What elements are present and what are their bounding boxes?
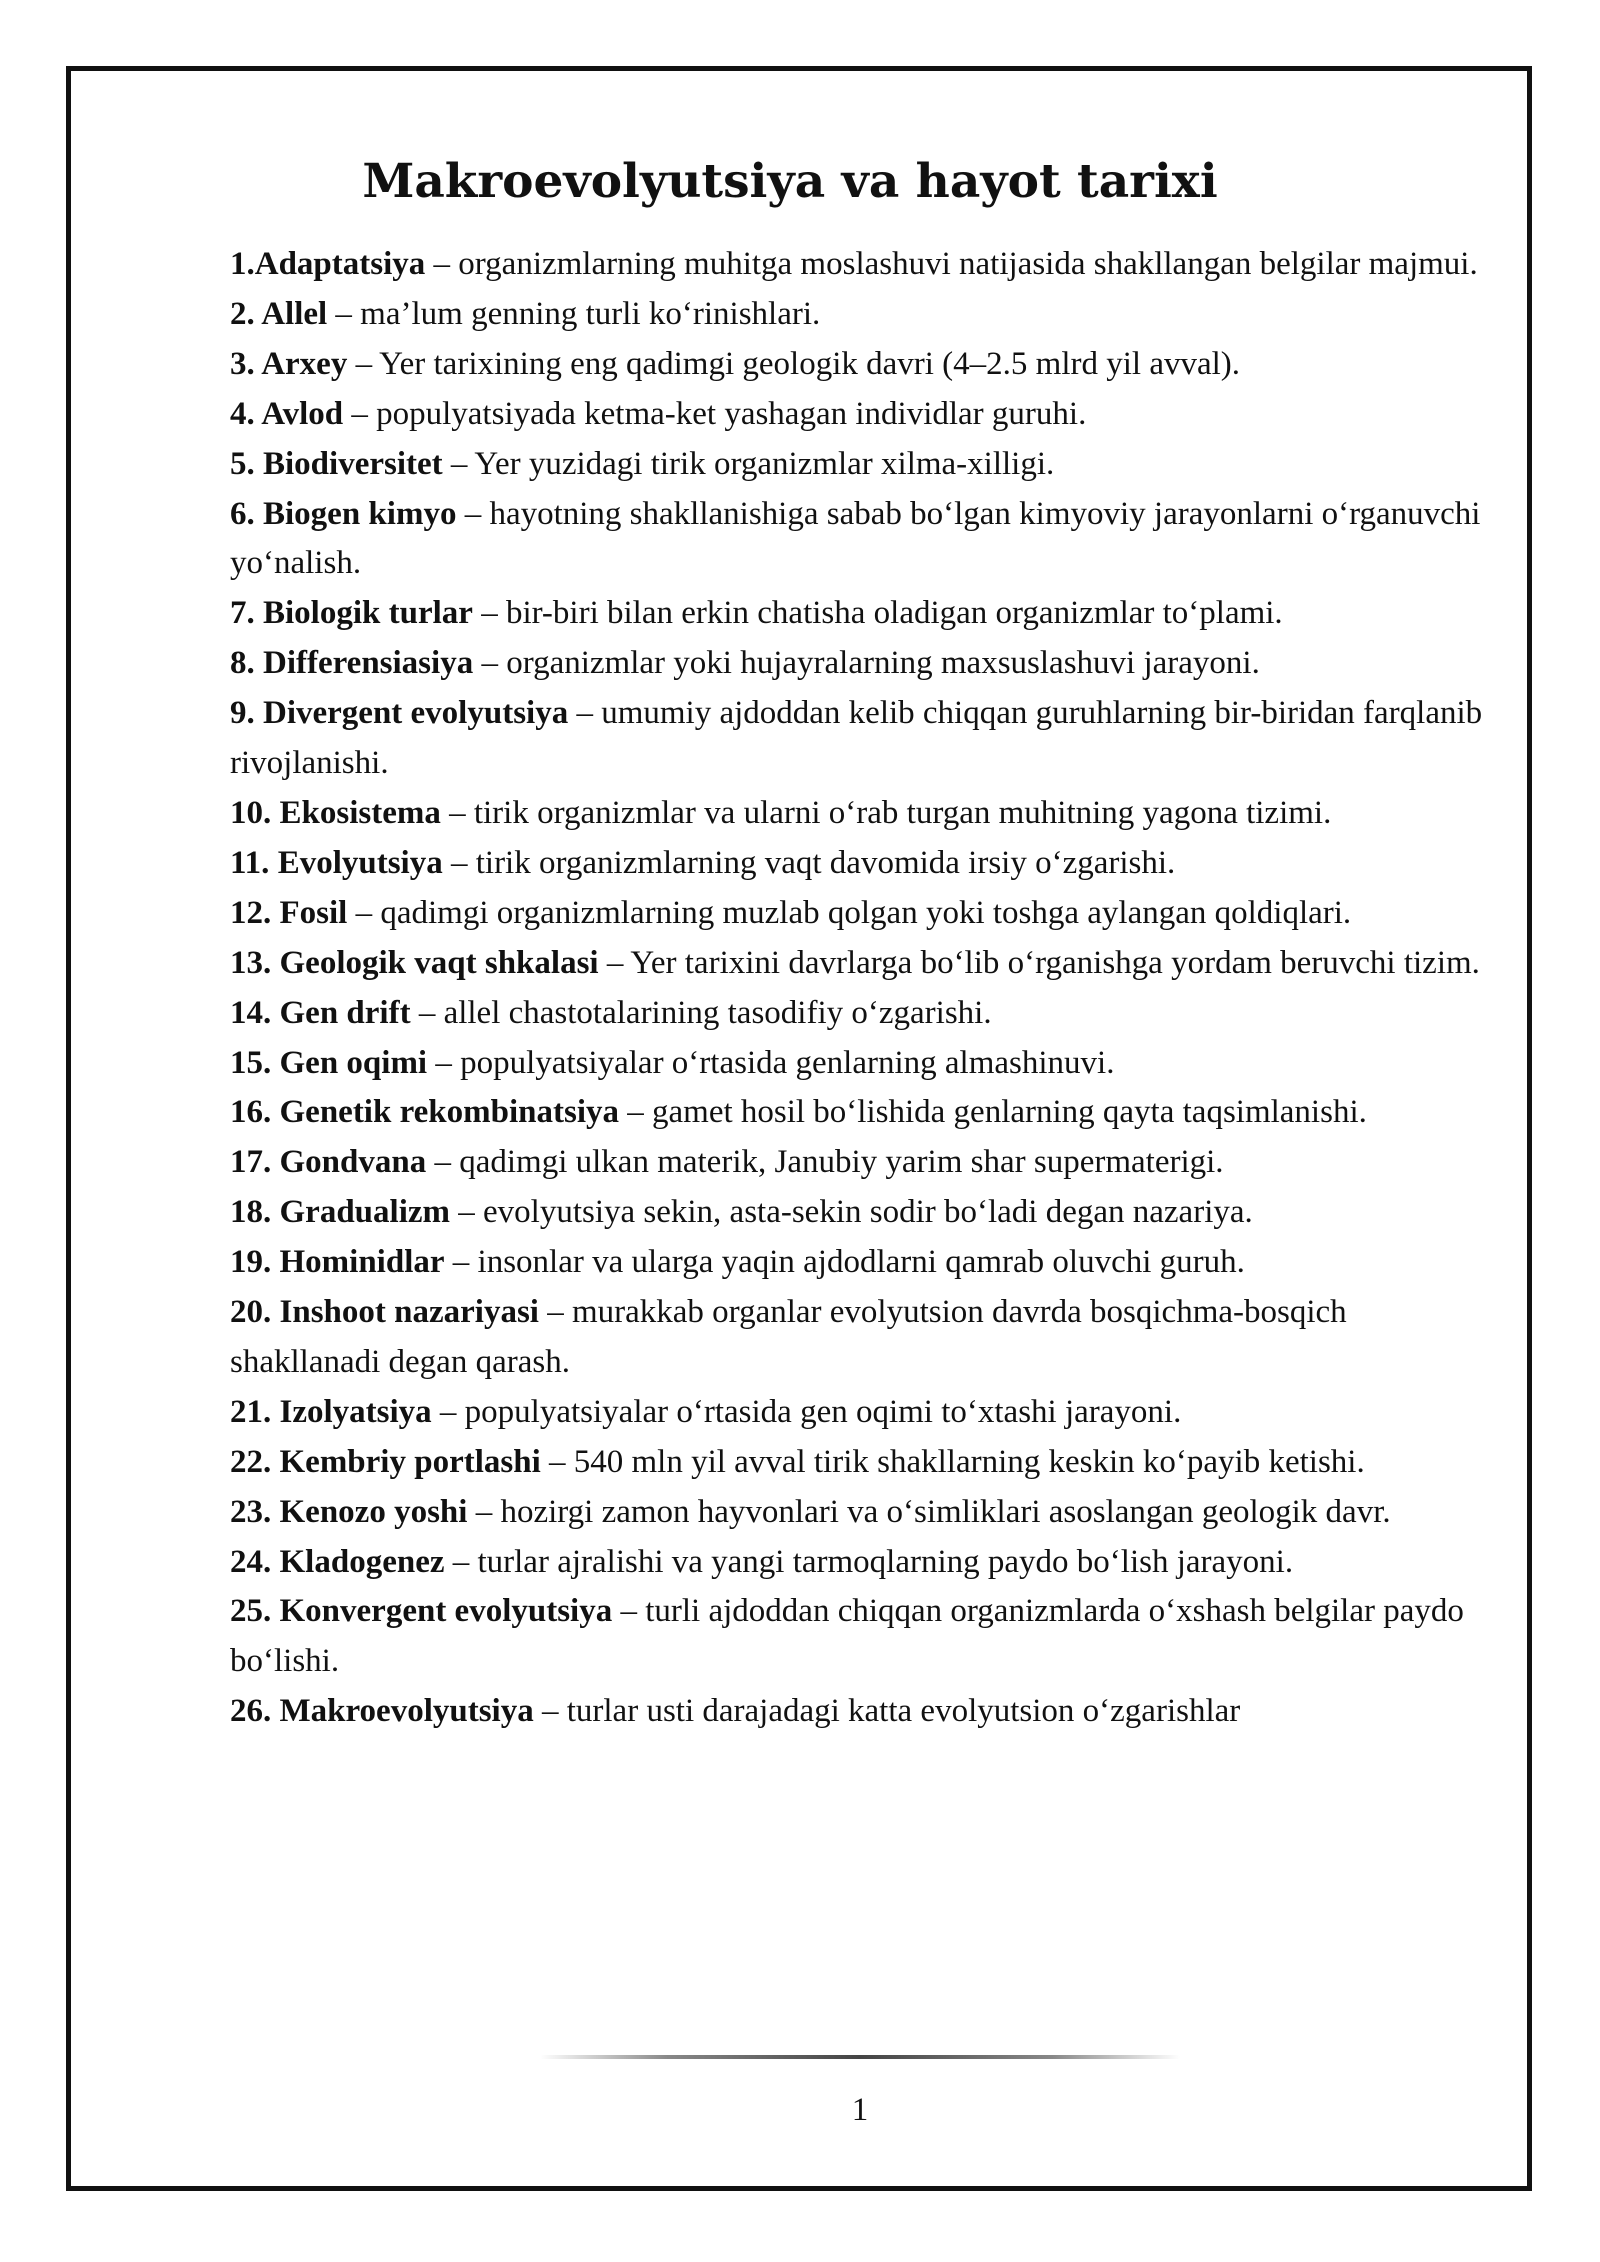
glossary-entry — [230, 1039, 1500, 1089]
glossary-entry — [230, 340, 1500, 390]
entry-term: Arxey — [261, 345, 348, 382]
glossary-entry — [230, 1388, 1500, 1438]
entry-term: Izolyatsiya — [279, 1393, 432, 1430]
glossary-entry — [230, 989, 1500, 1039]
entry-term: Gen drift — [279, 994, 411, 1031]
entry-term: Kenozo yoshi — [279, 1493, 468, 1530]
entry-term: Kladogenez — [279, 1543, 445, 1580]
entry-definition: – tirik organizmlarning vaqt davomida irsiy o‘zgarishi. — [442, 844, 1176, 881]
entry-number: 23. — [230, 1493, 280, 1530]
glossary-entry — [230, 390, 1500, 440]
glossary-entry — [230, 589, 1500, 639]
glossary-entry — [230, 1288, 1500, 1388]
entry-term: Biogen kimyo — [263, 495, 457, 532]
entry-term: Adaptatsiya — [254, 246, 426, 282]
entry-number: 11. — [230, 844, 278, 881]
entry-definition: – 540 mln yil avval tirik shakllarning keskin ko‘payib ketishi. — [540, 1443, 1365, 1480]
entry-number: 12. — [230, 894, 280, 931]
entry-definition: – umumiy ajdoddan kelib chiqqan guruhlarning bir-biridan farqlanib rivojlanishi. — [230, 695, 1483, 782]
glossary-entry — [230, 1138, 1500, 1188]
entry-definition: – hayotning shakllanishiga sabab bo‘lgan kimyoviy jarayonlarni o‘rganuvchi yo‘nalish. — [230, 495, 1481, 582]
entry-term: Hominidlar — [279, 1244, 445, 1281]
glossary-entry — [230, 839, 1500, 889]
entry-number: 4. — [230, 395, 262, 432]
entry-number: 2. — [230, 295, 262, 332]
entry-number: 24. — [230, 1543, 280, 1580]
entry-definition: – organizmlarning muhitga moslashuvi natijasida shakllangan belgilar majmui. — [425, 246, 1478, 282]
glossary-entry — [230, 440, 1500, 490]
entry-definition: – qadimgi organizmlarning muzlab qolgan yoki toshga aylangan qoldiqlari. — [347, 894, 1352, 931]
glossary-list — [230, 240, 1500, 1737]
entry-term: Ekosistema — [279, 794, 441, 831]
entry-number: 17. — [230, 1144, 280, 1181]
entry-definition: – populyatsiyalar o‘rtasida gen oqimi to‘xtashi jarayoni. — [431, 1393, 1182, 1430]
footer-divider — [540, 2055, 1180, 2059]
entry-definition: – allel chastotalarining tasodifiy o‘zgarishi. — [410, 994, 992, 1031]
glossary-entry — [230, 1687, 1500, 1737]
page-title: Makroevolyutsiya va hayot tarixi — [362, 154, 1218, 209]
entry-definition: – organizmlar yoki hujayralarning maxsuslashuvi jarayoni. — [473, 645, 1260, 682]
entry-term: Biodiversitet — [263, 445, 443, 482]
entry-term: Fosil — [279, 894, 348, 931]
entry-number: 1. — [230, 246, 255, 282]
entry-definition: – gamet hosil bo‘lishida genlarning qayta taqsimlanishi. — [619, 1094, 1367, 1131]
glossary-entry — [230, 1438, 1500, 1488]
glossary-entry — [230, 939, 1500, 989]
entry-term: Differensiasiya — [263, 645, 474, 682]
entry-number: 10. — [230, 794, 280, 831]
glossary-entry — [230, 290, 1500, 340]
entry-number: 7. — [230, 595, 263, 632]
glossary-entry — [230, 1488, 1500, 1538]
entry-term: Gen oqimi — [279, 1044, 428, 1081]
entry-term: Evolyutsiya — [277, 844, 443, 881]
entry-term: Geologik vaqt shkalasi — [279, 944, 599, 981]
entry-definition: – bir-biri bilan erkin chatisha oladigan organizmlar to‘plami. — [472, 595, 1283, 632]
entry-term: Kembriy portlashi — [279, 1443, 541, 1480]
glossary-entry — [230, 1587, 1500, 1687]
entry-number: 8. — [230, 645, 263, 682]
entry-definition: – tirik organizmlar va ularni o‘rab turgan muhitning yagona tizimi. — [440, 794, 1332, 831]
glossary-entry — [230, 1538, 1500, 1588]
entry-definition: – qadimgi ulkan materik, Janubiy yarim shar supermaterigi. — [426, 1144, 1224, 1181]
glossary-entry — [230, 689, 1500, 789]
entry-number: 3. — [230, 345, 262, 382]
entry-number: 6. — [230, 495, 263, 532]
entry-number: 13. — [230, 944, 280, 981]
entry-term: Biologik turlar — [263, 595, 473, 632]
entry-number: 16. — [230, 1094, 280, 1131]
entry-definition: – insonlar va ularga yaqin ajdodlarni qamrab oluvchi guruh. — [444, 1244, 1245, 1281]
entry-number: 18. — [230, 1194, 280, 1231]
entry-number: 20. — [230, 1294, 280, 1331]
entry-number: 22. — [230, 1443, 280, 1480]
entry-definition: – populyatsiyalar o‘rtasida genlarning almashinuvi. — [427, 1044, 1115, 1081]
entry-number: 5. — [230, 445, 263, 482]
entry-number: 14. — [230, 994, 280, 1031]
entry-term: Inshoot nazariyasi — [279, 1294, 539, 1331]
glossary-entry — [230, 1088, 1500, 1138]
page-number: 1 — [851, 2092, 869, 2128]
entry-term: Allel — [261, 295, 328, 332]
glossary-entry — [230, 490, 1500, 590]
entry-number: 21. — [230, 1393, 280, 1430]
glossary-entry — [230, 639, 1500, 689]
entry-definition: – Yer tarixining eng qadimgi geologik davri (4–2.5 mlrd yil avval). — [347, 345, 1241, 382]
entry-term: Gondvana — [279, 1144, 427, 1181]
entry-number: 26. — [230, 1693, 280, 1730]
entry-definition: – populyatsiyada ketma-ket yashagan individlar guruhi. — [343, 395, 1087, 432]
entry-number: 25. — [230, 1593, 280, 1630]
entry-definition: – turlar usti darajadagi katta evolyutsion o‘zgarishlar — [533, 1693, 1241, 1730]
entry-term: Makroevolyutsiya — [279, 1693, 534, 1730]
entry-definition: – murakkab organlar evolyutsion davrda bosqichma-bosqich shakllanadi degan qarash. — [230, 1294, 1347, 1380]
entry-definition: – Yer yuzidagi tirik organizmlar xilma-xilligi. — [442, 445, 1055, 482]
entry-number: 15. — [230, 1044, 280, 1081]
entry-term: Divergent evolyutsiya — [263, 695, 569, 732]
entry-definition: – Yer tarixini davrlarga bo‘lib o‘rganishga yordam beruvchi tizim. — [598, 944, 1480, 981]
entry-term: Konvergent evolyutsiya — [279, 1593, 613, 1630]
entry-number: 19. — [230, 1244, 280, 1281]
entry-number: 9. — [230, 695, 263, 732]
entry-definition: – hozirgi zamon hayvonlari va o‘simliklari asoslangan geologik davr. — [467, 1493, 1391, 1530]
glossary-entry — [230, 240, 1500, 290]
glossary-entry — [230, 789, 1500, 839]
entry-definition: – ma’lum genning turli ko‘rinishlari. — [327, 295, 821, 332]
glossary-entry — [230, 889, 1500, 939]
entry-term: Genetik rekombinatsiya — [279, 1094, 619, 1131]
glossary-entry — [230, 1188, 1500, 1238]
entry-term: Gradualizm — [279, 1194, 450, 1231]
glossary-entry — [230, 1238, 1500, 1288]
entry-definition: – evolyutsiya sekin, asta-sekin sodir bo‘ladi degan nazariya. — [450, 1194, 1253, 1231]
entry-definition: – turli ajdoddan chiqqan organizmlarda o‘xshash belgilar paydo bo‘lishi. — [230, 1593, 1464, 1680]
entry-term: Avlod — [261, 395, 344, 432]
entry-definition: – turlar ajralishi va yangi tarmoqlarning paydo bo‘lish jarayoni. — [444, 1543, 1294, 1580]
